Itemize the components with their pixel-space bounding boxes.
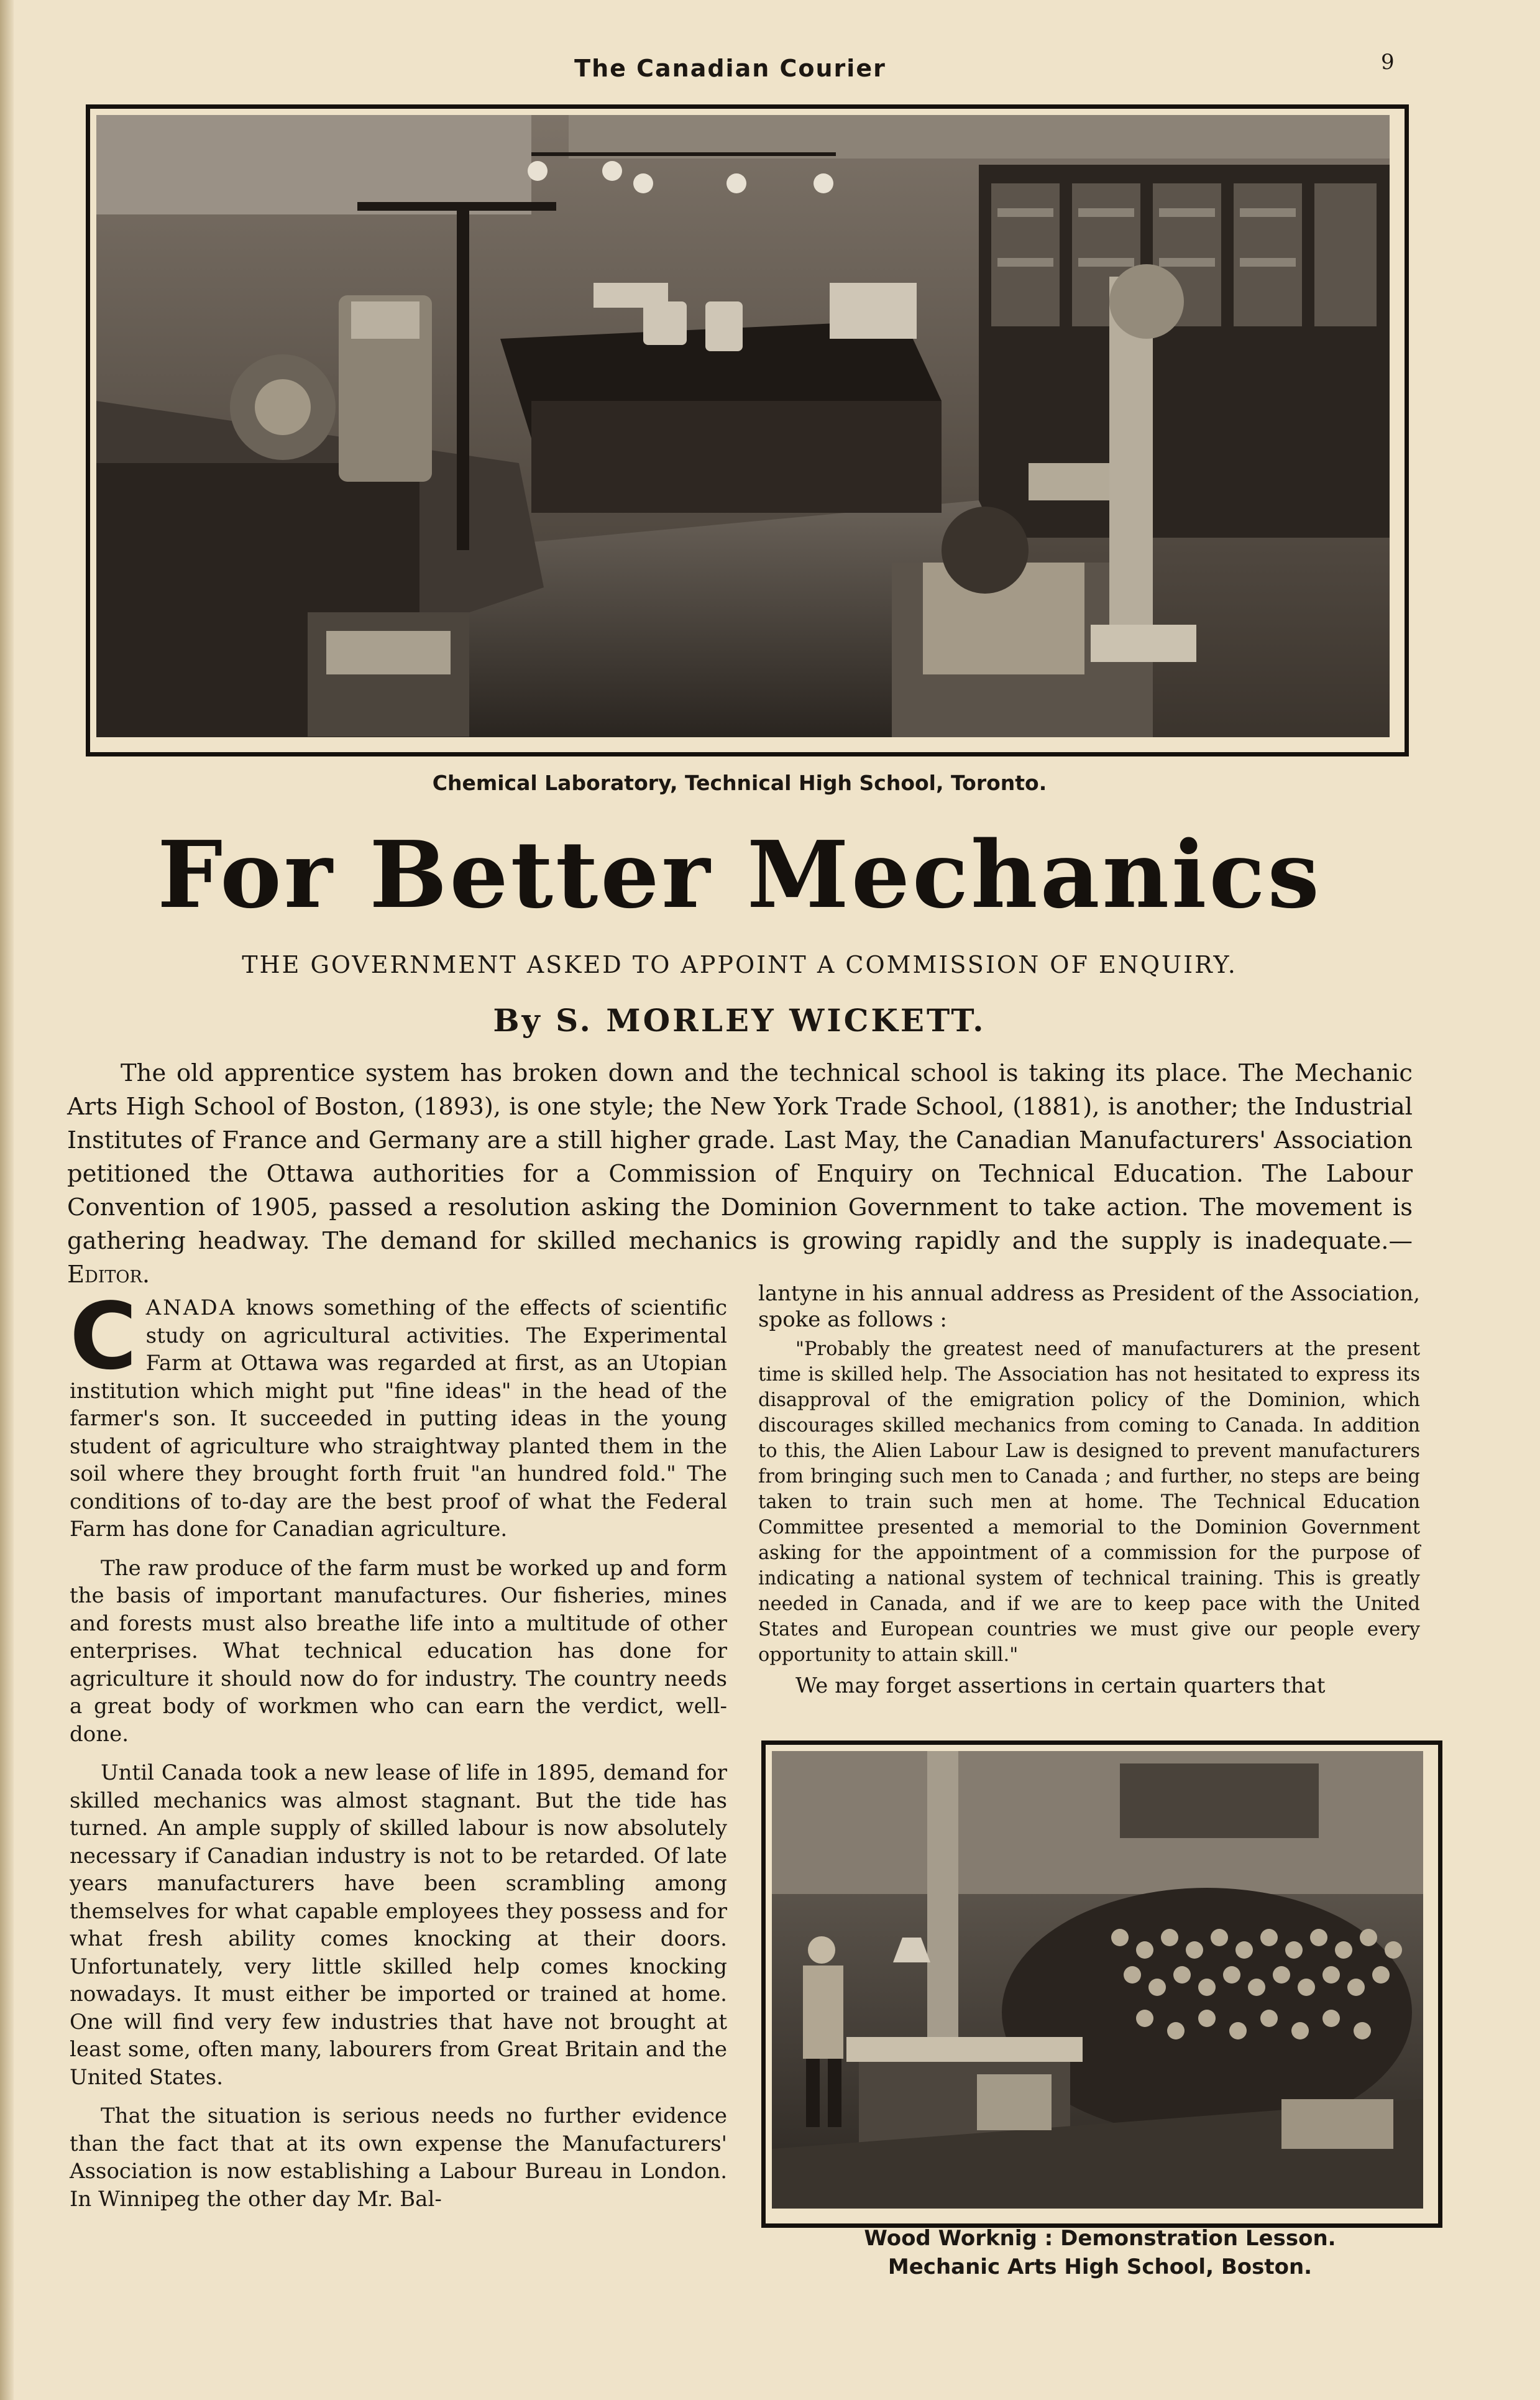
- paragraph-1-text: knows something of the effects of scientific study on agricultural activities. The Experimental Farm at Ottawa was regarded at first, as an Utopian institution which might put "fine ideas" in the head of the farmer's son. It succeeded in putting ideas in the young student of agriculture who straightway planted them in the soil where they brought forth fruit "an hundred fold." The conditions of to-day are the best proof of what the Federal Farm has done for Canadian agriculture.: [70, 1295, 727, 1542]
- article-byline: By S. MORLEY WICKETT.: [493, 1002, 986, 1039]
- opening-word: ANADA: [145, 1295, 237, 1320]
- president-quote: "Probably the greatest need of manufacturers at the present time is skilled help. The Association has not hesitated to express its disapproval of the emigration policy of the Dominion, which discourages skilled mechanics from coming to Canada. In addition to this, the Alien Labour Law is designed to prevent manufacturers from bringing such men to Canada ; and further, no steps are being taken to train such men at home. The Technical Education Committee presented a memorial to the Dominion Government asking for the appointment of a commission for the purpose of indicating a national system of technical training. This is greatly needed in Canada, and if we are to keep pace with the United States and European countries we must give our people every opportunity to attain skill.": [758, 1338, 1420, 1666]
- laboratory-photo-caption: Chemical Laboratory, Technical High School, Toronto.: [432, 771, 1047, 795]
- woodworking-photo-image: [772, 1751, 1423, 2209]
- woodworking-photo-caption: [761, 2224, 1439, 2281]
- editor-signature: Editor.: [67, 1261, 150, 1289]
- page-number: 9: [1381, 50, 1395, 75]
- laboratory-photo-image: [96, 115, 1390, 737]
- right-paragraph-1: lantyne in his annual address as President of the Association, spoke as follows :: [758, 1281, 1420, 1332]
- paragraph-2: The raw produce of the farm must be worked up and form the basis of important manufactures. Our fisheries, mines and forests must also breathe life into a multitude of other enterprises. What technical education has done for agriculture it should now do for industry. The country needs a great body of workmen who can earn the verdict, well-done.: [70, 1555, 727, 1747]
- caption-line-2: Mechanic Arts High School, Boston.: [887, 2255, 1313, 2279]
- caption-line-1: Wood Worknig : Demonstration Lesson.: [864, 2226, 1336, 2251]
- page-edge: [0, 0, 14, 2400]
- right-column: [758, 1280, 1420, 1699]
- woodworking-photo: [761, 1740, 1442, 2228]
- paragraph-3: Until Canada took a new lease of life in 1895, demand for skilled mechanics was almost stagnant. But the tide has turned. An ample supply of skilled labour is now absolutely necessary if Canadian industry is not to be retarded. Of late years manufacturers have been scrambling among themselves for what capable employees they possess and for what fresh ability comes knocking at their doors. Unfortunately, very little skilled help comes knocking nowadays. It must either be imported or trained at home. One will find very few industries that have not brought at least some, often many, labourers from Great Britain and the United States.: [70, 1760, 727, 2090]
- article-headline: For Better Mechanics: [157, 821, 1322, 929]
- running-head: The Canadian Courier: [574, 55, 886, 82]
- right-paragraph-2: We may forget assertions in certain quarters that: [795, 1673, 1326, 1698]
- laboratory-photo: [86, 104, 1409, 756]
- paragraph-4: That the situation is serious needs no further evidence than the fact that at its own expense the Manufacturers' Association is now establishing a Labour Bureau in London. In Winnipeg the other day Mr. Bal-: [70, 2103, 727, 2212]
- editor-intro-text: The old apprentice system has broken down and the technical school is taking its place. The Mechanic Arts High School of Boston, (1893), is one style; the New York Trade School, (1881), is another; the Industrial Institutes of France and Germany are a still higher grade. Last May, the Canadian Manufacturers' Association petitioned the Ottawa authorities for a Commission of Enquiry on Technical Education. The Labour Convention of 1905, passed a resolution asking the Dominion Government to take action. The movement is gathering headway. The demand for skilled mechanics is growing rapidly and the supply is inadequate.—: [67, 1059, 1413, 1255]
- drop-cap: C: [70, 1283, 137, 1390]
- editor-intro: [67, 1057, 1413, 1292]
- paragraph-1: [70, 1283, 727, 1543]
- left-column: [70, 1283, 727, 2224]
- article-subheadline: THE GOVERNMENT ASKED TO APPOINT A COMMISSION OF ENQUIRY.: [242, 951, 1237, 978]
